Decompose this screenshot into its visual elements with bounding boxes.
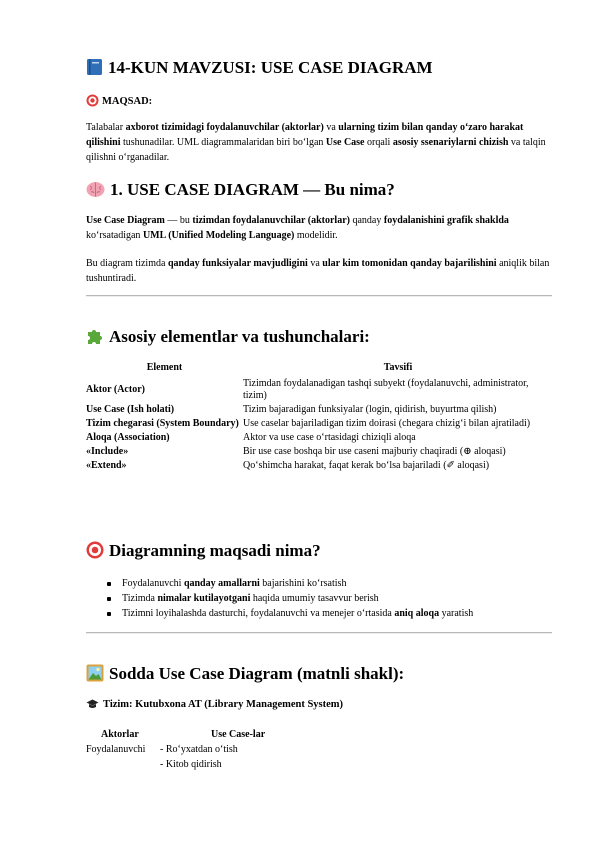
system-label <box>86 699 343 713</box>
maqsad-label: MAQSAD: <box>102 96 153 107</box>
run-text: Talabalar <box>86 122 126 133</box>
document-title <box>86 58 433 81</box>
graduation-cap-icon <box>86 699 99 713</box>
element-name-cell: «Extend» <box>86 460 127 471</box>
list-item <box>86 606 473 621</box>
elements-title: Asosiy elementlar va tushunchalari: <box>109 327 370 346</box>
target-icon <box>86 94 99 110</box>
element-name-cell: Aloqa (Association) <box>86 432 170 443</box>
simple-diagram-title: Sodda Use Case Diagram (matnli shakl): <box>109 664 405 683</box>
run-bold-text: ular kim tomonidan qanday bajarilishini <box>322 258 497 269</box>
usecase-item: - Kitob qidirish <box>160 759 222 770</box>
element-name-cell: «Include» <box>86 446 129 457</box>
brain-icon <box>86 181 105 203</box>
element-name-cell: Tizim chegarasi (System Boundary) <box>86 418 239 429</box>
elements-heading <box>86 327 370 350</box>
run-text: va talqin qilishni o‘rganadilar. <box>86 137 546 163</box>
purpose-heading <box>86 541 321 564</box>
table-row <box>86 459 553 473</box>
run-text: va <box>323 122 339 133</box>
list-item-bold-text: aniq aloqa <box>394 608 440 619</box>
run-bold-text: asosiy ssenariylarni chizish <box>392 137 509 148</box>
system-label-text: Tizim: Kutubxona AT (Library Management System) <box>103 699 344 710</box>
element-description-cell: Tizimdan foydalanadigan tashqi subyekt (foydalanuvchi, administrator, tizim) <box>243 378 529 401</box>
run-text: ko‘rsatadigan <box>86 230 143 241</box>
run-bold-text: axborot tizimidagi foydalanuvchilar (aktorlar) <box>125 122 324 133</box>
usecases-column-header: Use Case-lar <box>211 729 266 740</box>
table-row <box>86 431 553 445</box>
list-item-bold-text: nimalar kutilayotgani <box>157 593 251 604</box>
puzzle-icon <box>86 327 104 350</box>
run-text: — bu <box>164 215 193 226</box>
purpose-title: Diagramning maqsadi nima? <box>109 541 321 560</box>
list-item <box>86 591 473 606</box>
run-bold-text: foydalanishini grafik shaklda <box>383 215 509 226</box>
purpose-list <box>86 576 473 621</box>
run-bold-text: Use Case Diagram <box>86 215 165 226</box>
list-item-text: haqida umumiy tasavvur berish <box>250 593 379 604</box>
element-description-cell: Aktor va use case o‘rtasidagi chiziqli aloqa <box>243 432 416 443</box>
usecase-item: - Ro‘yxatdan o‘tish <box>160 744 238 755</box>
run-text: aniqlik bilan tushuntiradi. <box>86 258 550 284</box>
element-description-cell: Bir use case boshqa bir use caseni majburiy chaqiradi (⊕ aloqasi) <box>243 446 506 457</box>
table-row <box>86 403 553 417</box>
section-1-title: 1. USE CASE DIAGRAM — Bu nima? <box>110 180 395 199</box>
definition-paragraph <box>86 213 556 243</box>
element-name-cell: Use Case (Ish holati) <box>86 404 175 415</box>
run-bold-text: ularning tizim bilan qanday o‘zaro harakat qilishini <box>86 122 524 148</box>
run-text: va <box>307 258 323 269</box>
explanation-paragraph <box>86 256 556 286</box>
simple-diagram-heading <box>86 664 404 687</box>
element-description-cell: Tizim bajaradigan funksiyalar (login, qidirish, buyurtma qilish) <box>243 404 497 415</box>
column-header-element: Element <box>146 362 183 373</box>
target-icon <box>86 541 104 564</box>
element-description-cell: Use caselar bajariladigan tizim doirasi (chegara chizig‘i bilan ajratiladi) <box>243 418 531 429</box>
element-description-cell: Qo‘shimcha harakat, faqat kerak bo‘lsa bajariladi (✐ aloqasi) <box>243 460 490 471</box>
run-text: Bu diagram tizimda <box>86 258 168 269</box>
title-text: 14-KUN MAVZUSI: USE CASE DIAGRAM <box>108 58 433 77</box>
table-body <box>86 377 553 473</box>
run-bold-text: UML (Unified Modeling Language) <box>142 230 295 241</box>
run-bold-text: qanday funksiyalar mavjudligini <box>167 258 308 269</box>
table-row <box>86 445 553 459</box>
section-1-heading <box>86 180 395 203</box>
elements-table <box>86 362 553 473</box>
list-item-text: Tizimda <box>122 593 158 604</box>
list-item-text: Tizimni loyihalashda dasturchi, foydalanuvchi va menejer o‘rtasida <box>122 608 395 619</box>
table-row <box>86 417 553 431</box>
run-text: tushunadilar. UML diagrammalaridan biri bo‘lgan <box>120 137 326 148</box>
column-header-tavsifi: Tavsifi <box>383 362 413 373</box>
maqsad-heading <box>86 94 152 110</box>
table-row <box>86 377 553 403</box>
run-text: orqali <box>364 137 393 148</box>
list-item-text: Foydalanuvchi <box>122 578 184 589</box>
actor-name: Foydalanuvchi <box>86 744 146 755</box>
blue-book-icon <box>86 58 103 81</box>
list-item-text: yaratish <box>439 608 474 619</box>
element-name-cell: Aktor (Actor) <box>86 384 145 395</box>
list-item <box>86 576 473 591</box>
picture-icon <box>86 664 104 687</box>
maqsad-paragraph <box>86 120 556 165</box>
run-bold-text: Use Case <box>325 137 365 148</box>
run-text: qanday <box>349 215 384 226</box>
list-item-text: bajarishini ko‘rsatish <box>259 578 347 589</box>
divider <box>86 295 552 297</box>
table-header-row <box>86 362 553 377</box>
run-bold-text: tizimdan foydalanuvchilar (aktorlar) <box>192 215 350 226</box>
divider <box>86 632 552 634</box>
list-item-bold-text: qanday amallarni <box>183 578 260 589</box>
actors-column-header: Aktorlar <box>101 729 139 740</box>
run-text: modelidir. <box>294 230 338 241</box>
